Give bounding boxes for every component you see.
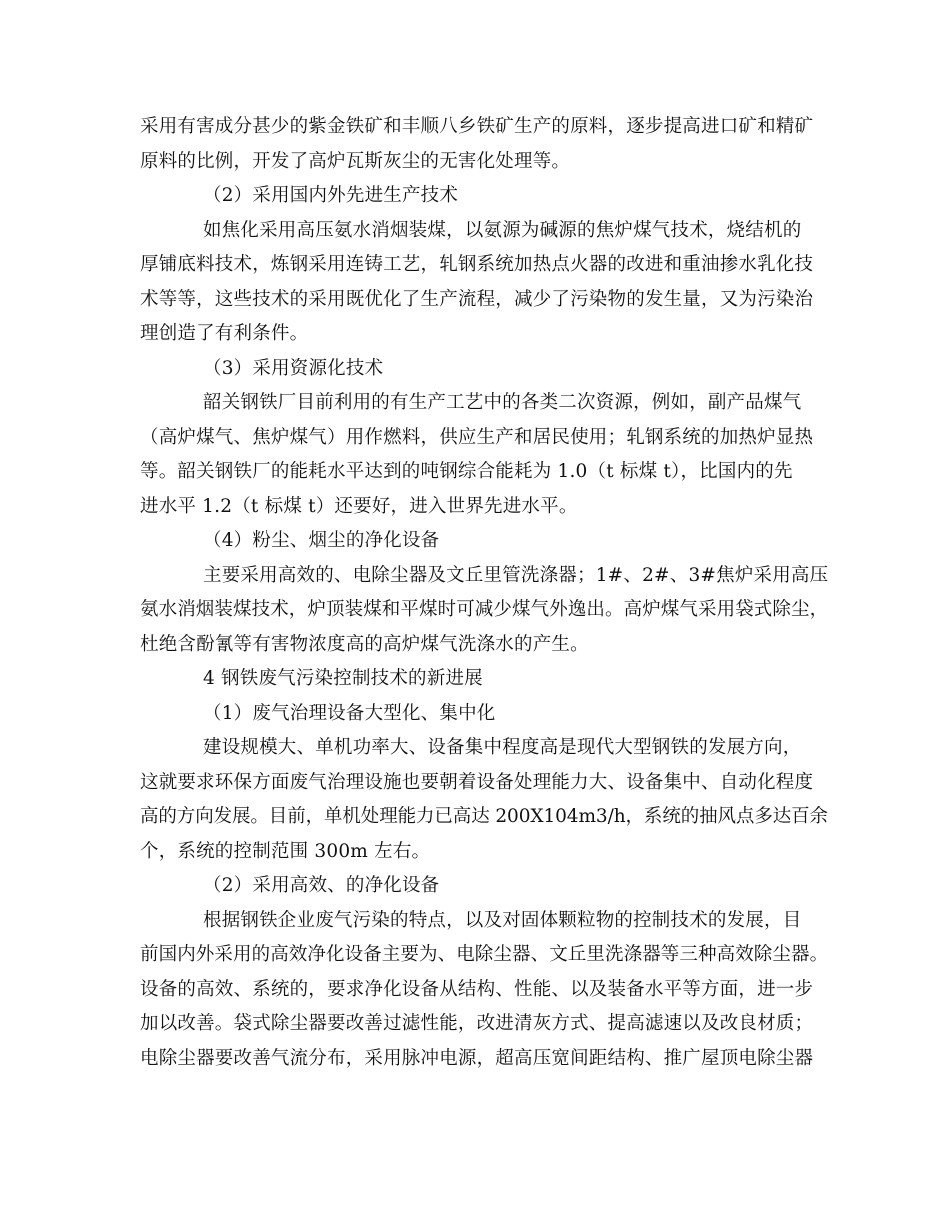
paragraph-line: 进水平 1.2（t 标煤 t）还要好，进入世界先进水平。 <box>140 495 578 517</box>
paragraph-line: 韶关钢铁厂目前利用的有生产工艺中的各类二次资源，例如，副产品煤气 <box>203 392 802 413</box>
chapter-heading: 4 钢铁废气污染控制技术的新进展 <box>203 668 483 689</box>
paragraph-line: 这就要求环保方面废气治理设施也要朝着设备处理能力大、设备集中、自动化程度 <box>140 771 814 793</box>
paragraph-line: 个，系统的控制范围 300m 左右。 <box>140 840 431 862</box>
paragraph-line: 等。韶关钢铁厂的能耗水平达到的吨钢综合能耗为 1.0（t 标煤 t），比国内的先 <box>140 461 793 482</box>
section-heading: （2）采用国内外先进生产技术 <box>203 185 459 206</box>
paragraph-line: 术等等，这些技术的采用既优化了生产流程，减少了污染物的发生量，又为污染治 <box>140 288 814 310</box>
paragraph-line: 电除尘器要改善气流分布，采用脉冲电源，超高压宽间距结构、推广屋顶电除尘器 <box>140 1047 814 1069</box>
paragraph-line: 理创造了有利条件。 <box>140 323 309 344</box>
paragraph-line: 高的方向发展。目前，单机处理能力已高达 200X104m3/h，系统的抽风点多达百余 <box>140 806 828 827</box>
paragraph-line: 采用有害成分甚少的紫金铁矿和丰顺八乡铁矿生产的原料，逐步提高进口矿和精矿 <box>140 116 814 137</box>
paragraph-line: 厚铺底料技术，炼钢采用连铸工艺，轧钢系统加热点火器的改进和重油掺水乳化技 <box>140 254 814 275</box>
section-heading: （1）废气治理设备大型化、集中化 <box>203 702 496 724</box>
paragraph-line: 加以改善。袋式除尘器要改善过滤性能，改进清灰方式、提高滤速以及改良材质； <box>140 1013 814 1034</box>
paragraph-line: 建设规模大、单机功率大、设备集中程度高是现代大型钢铁的发展方向， <box>203 737 802 758</box>
paragraph-line: 设备的高效、系统的，要求净化设备从结构、性能、以及装备水平等方面，进一步 <box>140 978 814 1000</box>
paragraph-line: 前国内外采用的高效净化设备主要为、电除尘器、文丘里洗涤器等三种高效除尘器。 <box>140 944 829 965</box>
paragraph-line: 主要采用高效的、电除尘器及文丘里管洗涤器；1#、2#、3#焦炉采用高压 <box>203 564 829 586</box>
section-heading: （4）粉尘、烟尘的净化设备 <box>203 530 440 551</box>
paragraph-line: 原料的比例，开发了高炉瓦斯灰尘的无害化处理等。 <box>140 150 571 172</box>
document-body <box>140 110 829 1076</box>
paragraph-line: 根据钢铁企业废气污染的特点，以及对固体颗粒物的控制技术的发展，目 <box>203 909 802 931</box>
paragraph-line: 杜绝含酚氰等有害物浓度高的高炉煤气洗涤水的产生。 <box>140 633 589 655</box>
paragraph-line: （高炉煤气、焦炉煤气）用作燃料，供应生产和居民使用；轧钢系统的加热炉显热 <box>140 426 814 448</box>
section-heading: （3）采用资源化技术 <box>203 357 384 379</box>
paragraph-line: 氨水消烟装煤技术，炉顶装煤和平煤时可减少煤气外逸出。高炉煤气采用袋式除尘， <box>140 599 829 620</box>
paragraph-line: 如焦化采用高压氨水消烟装煤，以氨源为碱源的焦炉煤气技术，烧结机的 <box>203 219 802 241</box>
section-heading: （2）采用高效、的净化设备 <box>203 875 440 896</box>
